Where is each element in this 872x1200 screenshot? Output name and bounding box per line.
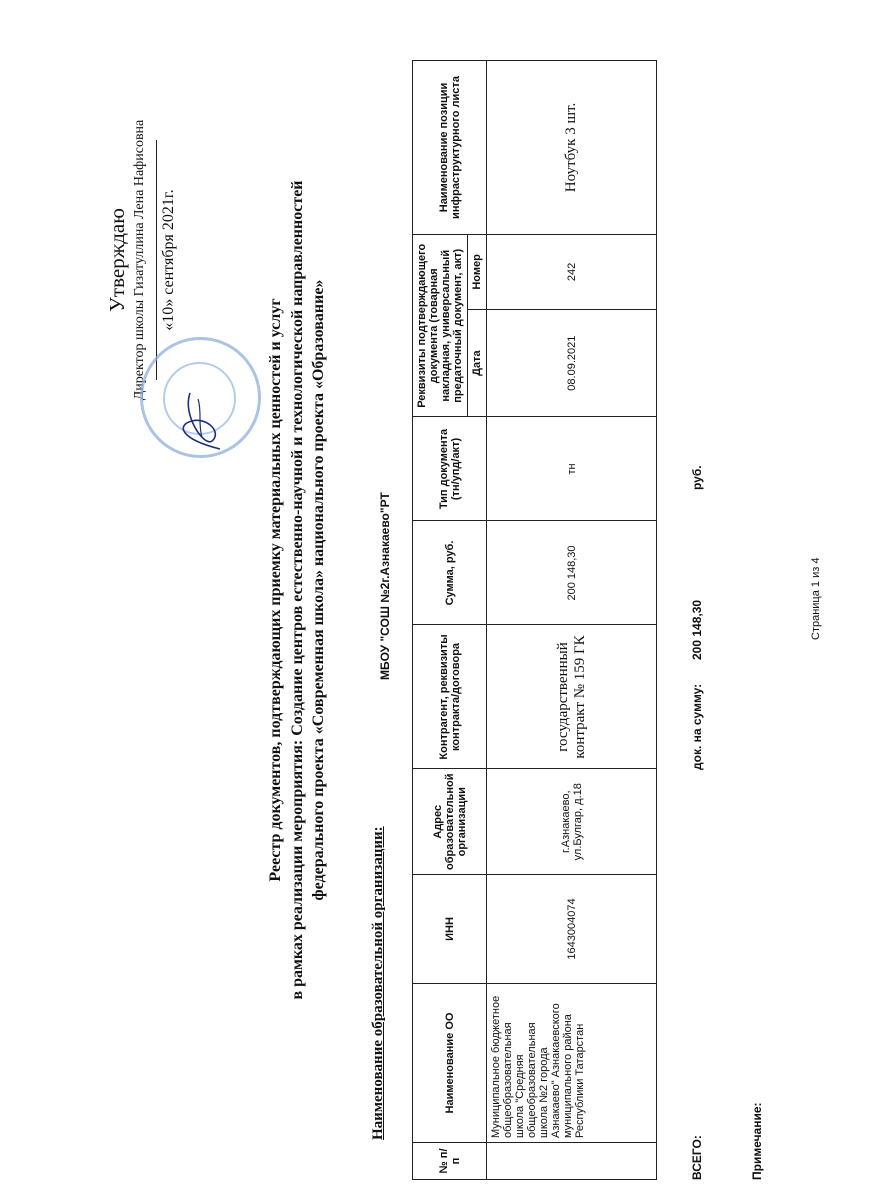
- org-label: Наименование образовательной организации:: [370, 826, 386, 1140]
- cell-oo: Муниципальное бюджетное общеобразовательная школа "Средняя общеобразовательная школа №2 города Азнакаево" Азнакаевского муниципального района Республики Татарстан: [487, 984, 657, 1143]
- approval-position: Директор школы Гизатуллина Лена Нафисовна: [132, 119, 147, 401]
- title-line-3: федерального проекта «Современная школа» национального проекта «Образование»: [310, 279, 328, 901]
- col-number: Номер: [468, 235, 487, 310]
- totals-doc-label: док. на сумму:: [690, 683, 704, 770]
- col-inn: ИНН: [413, 875, 487, 984]
- page-counter: Страница 1 из 4: [810, 557, 822, 640]
- org-name: МБОУ "СОШ №2г.Азнакаево"РТ: [378, 492, 392, 680]
- table-header-row: [413, 61, 468, 1180]
- cell-inn: 1643004074: [487, 875, 657, 984]
- cell-number: 242: [487, 235, 657, 310]
- cell-sum: 200 148,30: [487, 521, 657, 625]
- cell-date: 08.09.2021: [487, 309, 657, 417]
- cell-doc-type: тн: [487, 417, 657, 521]
- signature: [172, 385, 230, 455]
- registry-table: [412, 60, 657, 1180]
- col-doc-type: Тип документа (тн/упд/акт): [413, 417, 487, 521]
- col-sum: Сумма, руб.: [413, 521, 487, 625]
- title-line-1: Реестр документов, подтверждающих приемку материальных ценностей и услуг: [267, 298, 284, 882]
- col-num: № п/п: [413, 1143, 487, 1180]
- cell-address: г.Азнакаево, ул.Булгар, д.18: [487, 769, 657, 875]
- totals-label: ВСЕГО:: [690, 1135, 704, 1180]
- table-row: [487, 61, 657, 1180]
- col-address: Адрес образовательной организации: [413, 769, 487, 875]
- cell-position-name: Ноутбук 3 шт.: [487, 61, 657, 235]
- title-line-2: в рамках реализации мероприятия: Создание центров естественно-научной и технологической направленностей: [288, 180, 306, 1000]
- col-contractor: Контрагент, реквизиты контракта/договора: [413, 625, 487, 769]
- signature-line: [156, 140, 157, 380]
- approval-date: «10» сентября 2021г.: [160, 189, 177, 331]
- col-date: Дата: [468, 309, 487, 417]
- totals-amount: 200 148,30: [690, 599, 704, 660]
- col-position-name: Наименование позиции инфраструктурного листа: [413, 61, 487, 235]
- document-title: [265, 100, 330, 1080]
- cell-num: [487, 1143, 657, 1180]
- totals-currency: руб.: [690, 465, 704, 490]
- col-requisites: Реквизиты подтверждающего документа (товарная накладная, универсальный предаточный документ, акт): [413, 235, 468, 417]
- approval-heading: Утверждаю: [105, 208, 129, 312]
- cell-contractor: государственный контракт № 159 ГК: [487, 625, 657, 769]
- note-label: Примечание:: [750, 1102, 764, 1180]
- col-oo: Наименование ОО: [413, 984, 487, 1143]
